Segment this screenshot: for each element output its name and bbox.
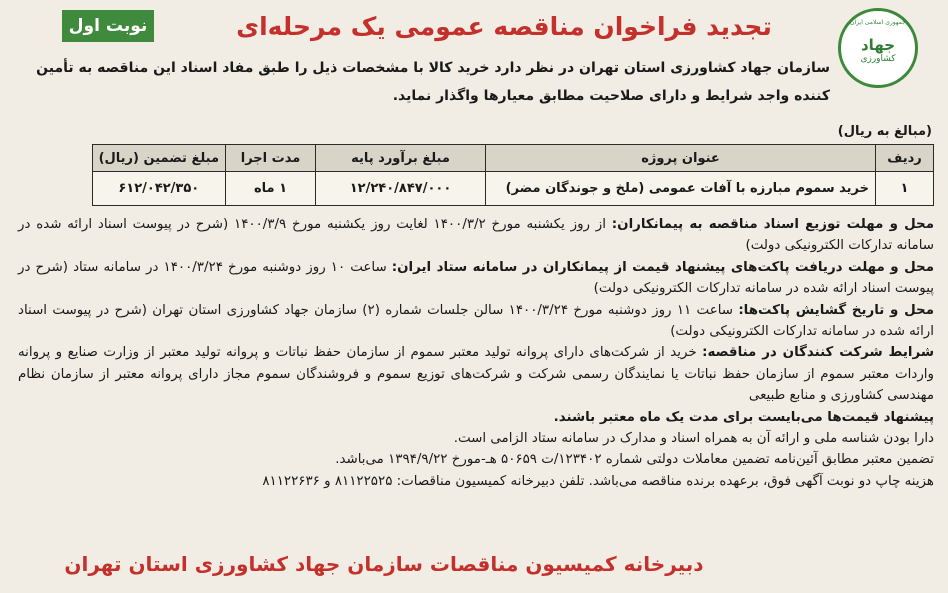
round-badge: نوبت اول xyxy=(62,10,154,42)
jahad-keshavarzi-logo xyxy=(838,8,918,88)
table-row xyxy=(92,172,933,206)
cell-project-title: خرید سموم مبارزه با آفات عمومی (ملخ و جوندگان مضر) xyxy=(486,172,876,206)
conditions-label: شرایط شرکت کنندگان در مناقصه: xyxy=(702,345,934,361)
header-row-number: ردیف xyxy=(876,145,934,172)
cost-phone-paragraph: هزینه چاپ دو نوبت آگهی فوق، برعهده برنده مناقصه می‌باشد. تلفن دبیرخانه کمیسیون مناقصات: ۸۱۱۲۲۵۲۵ و ۸۱۱۲۲۶۳۶ xyxy=(262,473,934,489)
secretariat-footer: دبیرخانه کمیسیون مناقصات سازمان جهاد کشاورزی استان تهران xyxy=(64,552,704,576)
cell-row-number: ۱ xyxy=(876,172,934,206)
notice-body xyxy=(18,214,934,492)
submission-paragraph xyxy=(18,257,934,300)
cell-base-estimate: ۱۲/۲۴۰/۸۴۷/۰۰۰ xyxy=(316,172,486,206)
logo-sub: کشاورزی xyxy=(860,54,896,64)
tender-table xyxy=(92,144,934,206)
table-header-row xyxy=(92,145,933,172)
cell-duration: ۱ ماه xyxy=(226,172,316,206)
logo-top-text: جمهوری اسلامی ایران xyxy=(850,19,906,26)
distribution-paragraph xyxy=(18,214,934,257)
intro-paragraph: سازمان جهاد کشاورزی استان تهران در نظر دارد خرید کالا با مشخصات ذیل را طبق مفاد اسناد این مناقصه به تأمین کننده واجد شرایط و دارای صلاحیت مطابق معیارها واگذار نماید. xyxy=(36,60,830,104)
header-duration: مدت اجرا xyxy=(226,145,316,172)
header-base-estimate: مبلغ برآورد پایه xyxy=(316,145,486,172)
logo-name: جهاد xyxy=(860,36,896,54)
guarantee-paragraph: تضمین معتبر مطابق آئین‌نامه تضمین معاملات دولتی شماره ۱۲۳۴۰۲/ت ۵۰۶۵۹ هـ-مورخ ۱۳۹۴/۹/۲۲ می‌باشد. xyxy=(335,452,934,468)
opening-text: ساعت ۱۱ روز دوشنبه مورخ ۱۴۰۰/۳/۲۴ سالن جلسات شماره (۲) سازمان جهاد کشاورزی استان تهران (شرح در پیوست اسناد ارائه شده در سامانه تدارکات الکترونیکی دولت) xyxy=(18,302,934,340)
validity-paragraph: پیشنهاد قیمت‌ها می‌بایست برای مدت یک ماه معتبر باشند. xyxy=(553,409,934,425)
submission-label: محل و مهلت دریافت پاکت‌های پیشنهاد قیمت از پیمانکاران در سامانه ستاد ایران: xyxy=(391,259,934,275)
cell-guarantee: ۶۱۲/۰۴۲/۳۵۰ xyxy=(92,172,225,206)
conditions-text: خرید از شرکت‌های دارای پروانه تولید معتبر سموم از سازمان حفظ نباتات و پروانه تولید معتبر از وزارت صنایع و پروانه واردات معتبر سموم از سازمان حفظ نباتات یا نمایندگان رسمی شرکت و شرکت‌های توزیع سموم و فروشندگان سموم مجاز دارای پروانه معتبر از سازمان نظام مهندسی کشاورزی و منابع طبیعی xyxy=(18,345,934,404)
currency-unit: (مبالغ به ریال) xyxy=(837,124,932,139)
national-id-paragraph: دارا بودن شناسه ملی و ارائه آن به همراه اسناد و مدارک در سامانه ستاد الزامی است. xyxy=(453,431,934,447)
header-project-title: عنوان پروژه xyxy=(486,145,876,172)
opening-paragraph xyxy=(18,300,934,343)
header-guarantee: مبلغ تضمین (ریال) xyxy=(92,145,225,172)
conditions-paragraph xyxy=(18,342,934,406)
notice-title: تجدید فراخوان مناقصه عمومی یک مرحله‌ای xyxy=(236,12,772,41)
submission-text: ساعت ۱۰ روز دوشنبه مورخ ۱۴۰۰/۳/۲۴ در سامانه ستاد (شرح در پیوست اسناد ارائه شده در سامانه تدارکات الکترونیکی دولت) xyxy=(18,259,934,297)
distribution-label: محل و مهلت توزیع اسناد مناقصه به پیمانکاران: xyxy=(611,217,934,232)
distribution-text: از روز یکشنبه مورخ ۱۴۰۰/۳/۲ لغایت روز یکشنبه مورخ ۱۴۰۰/۳/۹ (شرح در پیوست اسناد ارائه شده در سامانه تدارکات الکترونیکی دولت) xyxy=(18,217,934,254)
opening-label: محل و تاریخ گشایش پاکت‌ها: xyxy=(738,302,934,318)
